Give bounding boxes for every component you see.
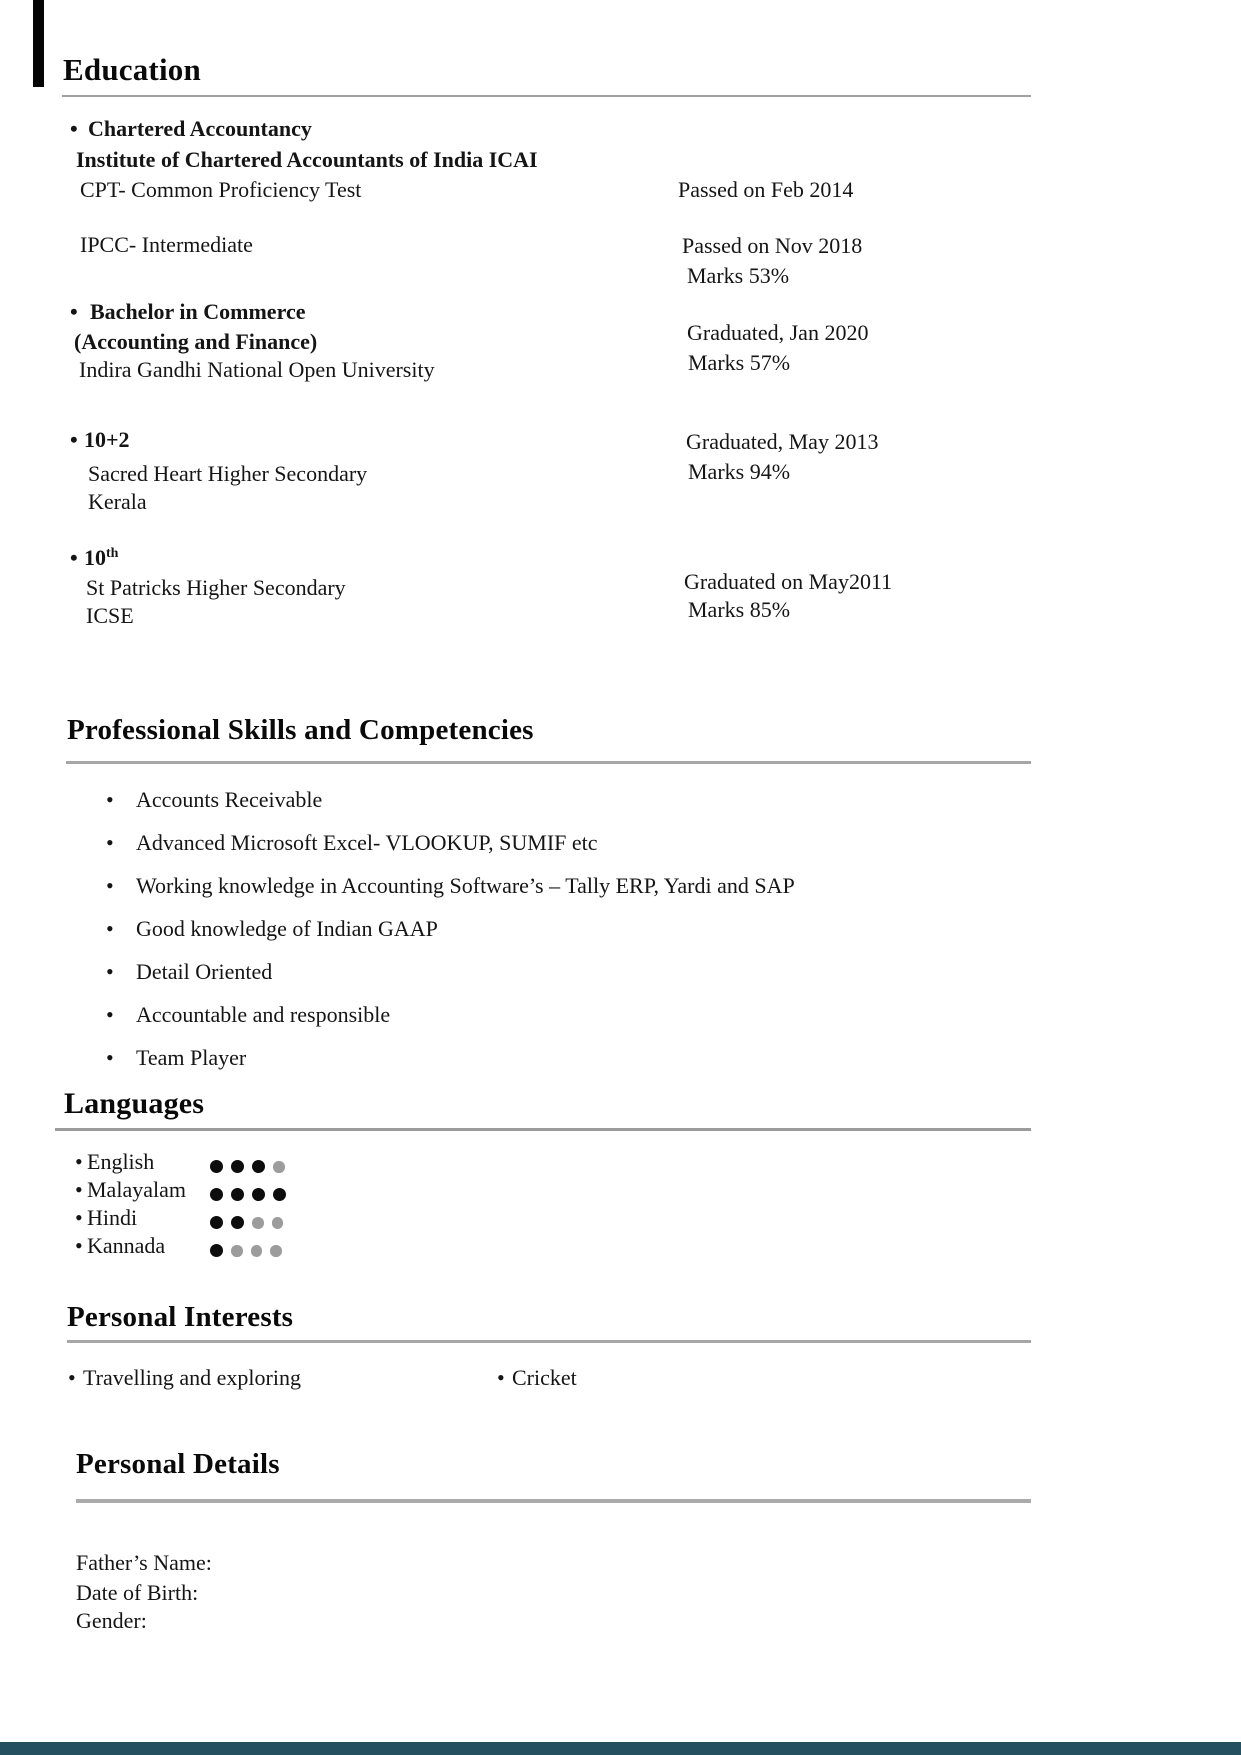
education-line bbox=[88, 489, 147, 514]
detail-field-label: Father’s Name: bbox=[76, 1550, 212, 1575]
education-date-line: Graduated, May 2013 bbox=[686, 429, 879, 454]
education-line-text: ICSE bbox=[86, 603, 134, 628]
education-line bbox=[80, 232, 253, 257]
bullet-marker: • bbox=[70, 427, 78, 452]
skill-item bbox=[106, 830, 598, 855]
education-line-text: 10+2 bbox=[84, 427, 130, 452]
bullet-marker: • bbox=[497, 1365, 505, 1390]
education-date-line: Marks 94% bbox=[688, 459, 791, 484]
skill-item bbox=[106, 916, 438, 941]
education-date-line: Graduated on May2011 bbox=[684, 569, 893, 594]
education-line bbox=[74, 329, 317, 354]
skill-item-text: Working knowledge in Accounting Software’s – Tally ERP, Yardi and SAP bbox=[136, 873, 795, 898]
skill-item bbox=[106, 959, 272, 984]
bullet-marker: • bbox=[106, 1002, 114, 1027]
language-row bbox=[75, 1149, 154, 1174]
details-heading: Personal Details bbox=[76, 1448, 280, 1480]
education-date-line: Marks 57% bbox=[688, 350, 791, 375]
bullet-marker: • bbox=[106, 830, 114, 855]
level-dot-filled bbox=[273, 1188, 286, 1201]
level-dot-empty bbox=[251, 1245, 263, 1257]
skill-item-text: Advanced Microsoft Excel- VLOOKUP, SUMIF etc bbox=[136, 830, 598, 855]
bullet-marker: • bbox=[106, 959, 114, 984]
bottom-accent-bar bbox=[0, 1742, 1241, 1755]
education-line bbox=[86, 603, 134, 628]
education-line-text: Chartered Accountancy bbox=[88, 116, 312, 141]
language-level-dots bbox=[210, 1236, 290, 1261]
education-line bbox=[70, 299, 305, 324]
level-dot-empty bbox=[270, 1245, 282, 1257]
page-edge-mark bbox=[33, 0, 44, 87]
detail-field-label: Date of Birth: bbox=[76, 1580, 199, 1605]
education-line bbox=[88, 461, 367, 486]
level-dot-filled bbox=[231, 1188, 244, 1201]
bullet-marker: • bbox=[68, 1365, 76, 1390]
level-dot-filled bbox=[210, 1244, 223, 1257]
education-line-text: Bachelor in Commerce bbox=[90, 299, 306, 324]
education-line-text: St Patricks Higher Secondary bbox=[86, 575, 346, 600]
education-date-line: Passed on Feb 2014 bbox=[678, 177, 854, 202]
language-level-dots bbox=[210, 1208, 291, 1233]
bullet-marker: • bbox=[106, 1045, 114, 1070]
language-level-dots bbox=[210, 1152, 293, 1177]
education-line bbox=[86, 575, 346, 600]
language-row bbox=[75, 1177, 186, 1202]
education-line-text: Indira Gandhi National Open University bbox=[79, 357, 435, 382]
skill-item bbox=[106, 1045, 246, 1070]
details-divider bbox=[76, 1499, 1031, 1503]
language-row bbox=[75, 1205, 137, 1230]
language-name: Malayalam bbox=[87, 1177, 186, 1202]
level-dot-filled bbox=[210, 1188, 223, 1201]
ordinal-suffix: th bbox=[106, 546, 119, 561]
education-date-line: Marks 85% bbox=[688, 597, 791, 622]
level-dot-filled bbox=[252, 1188, 265, 1201]
skill-item-text: Accounts Receivable bbox=[136, 787, 323, 812]
bullet-marker: • bbox=[70, 545, 78, 570]
interests-divider bbox=[67, 1340, 1031, 1343]
interests-heading: Personal Interests bbox=[67, 1301, 294, 1333]
education-line-text: (Accounting and Finance) bbox=[74, 329, 318, 354]
skill-item-text: Accountable and responsible bbox=[136, 1002, 391, 1027]
education-line bbox=[80, 177, 361, 202]
education-line bbox=[70, 116, 312, 141]
skill-item bbox=[106, 787, 322, 812]
bullet-marker: • bbox=[75, 1205, 83, 1230]
education-date-line: Passed on Nov 2018 bbox=[682, 233, 863, 258]
level-dot-filled bbox=[252, 1160, 265, 1173]
level-dot-empty bbox=[272, 1217, 284, 1229]
bullet-marker: • bbox=[106, 787, 114, 812]
interest-item bbox=[497, 1365, 577, 1390]
interest-item-text: Travelling and exploring bbox=[83, 1365, 301, 1390]
bullet-marker: • bbox=[75, 1177, 83, 1202]
level-dot-filled bbox=[210, 1160, 223, 1173]
education-divider bbox=[62, 95, 1031, 97]
interest-item bbox=[68, 1365, 301, 1390]
bullet-marker: • bbox=[70, 116, 78, 141]
education-date-line: Graduated, Jan 2020 bbox=[687, 320, 869, 345]
skill-item-text: Team Player bbox=[136, 1045, 247, 1070]
education-line bbox=[70, 427, 130, 452]
bullet-marker: • bbox=[75, 1149, 83, 1174]
language-row bbox=[75, 1233, 165, 1258]
education-line bbox=[79, 357, 435, 382]
language-name: Hindi bbox=[87, 1205, 138, 1230]
language-level-dots bbox=[210, 1180, 294, 1205]
skills-heading: Professional Skills and Competencies bbox=[67, 714, 534, 746]
interest-item-text: Cricket bbox=[512, 1365, 577, 1390]
education-line-text: Institute of Chartered Accountants of India ICAI bbox=[76, 147, 538, 172]
bullet-marker: • bbox=[106, 873, 114, 898]
education-line-text: 10 bbox=[84, 545, 106, 570]
language-name: English bbox=[87, 1149, 155, 1174]
bullet-marker: • bbox=[106, 916, 114, 941]
skills-divider bbox=[66, 761, 1031, 764]
bullet-marker: • bbox=[70, 299, 78, 324]
skill-item bbox=[106, 873, 795, 898]
level-dot-empty bbox=[252, 1217, 264, 1229]
bullet-marker: • bbox=[75, 1233, 83, 1258]
level-dot-empty bbox=[273, 1161, 285, 1173]
language-name: Kannada bbox=[87, 1233, 166, 1258]
education-line-text: IPCC- Intermediate bbox=[80, 232, 253, 257]
level-dot-empty bbox=[231, 1245, 243, 1257]
education-heading: Education bbox=[63, 52, 201, 87]
education-line bbox=[76, 147, 538, 172]
level-dot-filled bbox=[231, 1216, 244, 1229]
skill-item-text: Good knowledge of Indian GAAP bbox=[136, 916, 438, 941]
languages-heading: Languages bbox=[64, 1087, 205, 1120]
education-date-line: Marks 53% bbox=[687, 263, 790, 288]
languages-divider bbox=[55, 1128, 1031, 1131]
skill-item bbox=[106, 1002, 390, 1027]
detail-field-label: Gender: bbox=[76, 1608, 147, 1633]
skill-item-text: Detail Oriented bbox=[136, 959, 273, 984]
education-line-text: CPT- Common Proficiency Test bbox=[80, 177, 362, 202]
level-dot-filled bbox=[210, 1216, 223, 1229]
education-line-text: Kerala bbox=[88, 489, 147, 514]
education-line-text: Sacred Heart Higher Secondary bbox=[88, 461, 368, 486]
education-line bbox=[70, 545, 118, 570]
level-dot-filled bbox=[231, 1160, 244, 1173]
